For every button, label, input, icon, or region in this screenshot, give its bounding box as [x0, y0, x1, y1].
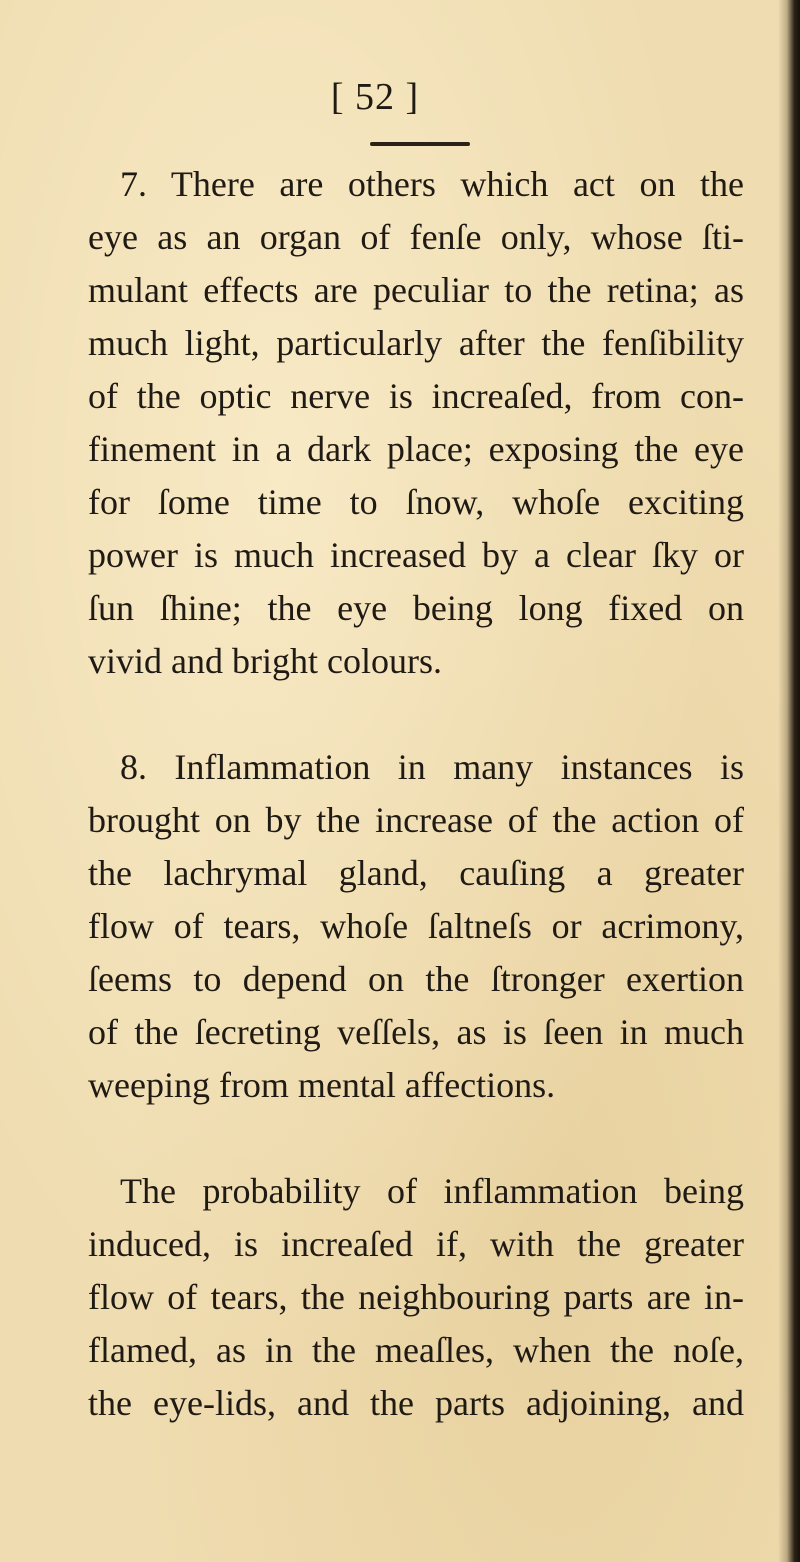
text-line: brought on by the increase of the action of	[88, 800, 744, 840]
text-line: much light, particularly after the fenſibility	[88, 323, 744, 363]
page-number: [ 52 ]	[330, 76, 420, 118]
text-line: ſun ſhine; the eye being long fixed on	[88, 588, 744, 628]
body-text	[88, 158, 744, 1430]
paragraph-7	[88, 158, 744, 688]
text-line: of the ſecreting veſſels, as is ſeen in much	[88, 1012, 744, 1052]
text-line: induced, is increaſed if, with the greater	[88, 1224, 744, 1264]
text-line: 7. There are others which act on the	[120, 164, 744, 204]
paragraph-8	[88, 741, 744, 1112]
text-line: mulant effects are peculiar to the retina; as	[88, 270, 744, 310]
text-line: flow of tears, whoſe ſaltneſs or acrimony,	[88, 906, 744, 946]
text-line: 8. Inflammation in many instances is	[120, 747, 744, 787]
text-line: ſeems to depend on the ſtronger exertion	[88, 959, 744, 999]
text-line: for ſome time to ſnow, whoſe exciting	[88, 482, 744, 522]
text-line: eye as an organ of fenſe only, whose ſti-	[88, 217, 744, 257]
paragraph-probability	[88, 1165, 744, 1430]
text-line: finement in a dark place; exposing the eye	[88, 429, 744, 469]
page-edge-shadow	[778, 0, 800, 1562]
header-rule	[370, 142, 470, 146]
text-line: flow of tears, the neighbouring parts are in-	[88, 1277, 744, 1317]
text-line: the lachrymal gland, cauſing a greater	[88, 853, 744, 893]
text-line: flamed, as in the meaſles, when the noſe,	[88, 1330, 744, 1370]
text-line: of the optic nerve is increaſed, from con-	[88, 376, 744, 416]
text-line: power is much increased by a clear ſky or	[88, 535, 744, 575]
text-line: vivid and bright colours.	[88, 641, 442, 681]
text-line: the eye-lids, and the parts adjoining, and	[88, 1383, 744, 1423]
text-line: The probability of inflammation being	[120, 1171, 744, 1211]
text-line: weeping from mental affections.	[88, 1065, 556, 1105]
